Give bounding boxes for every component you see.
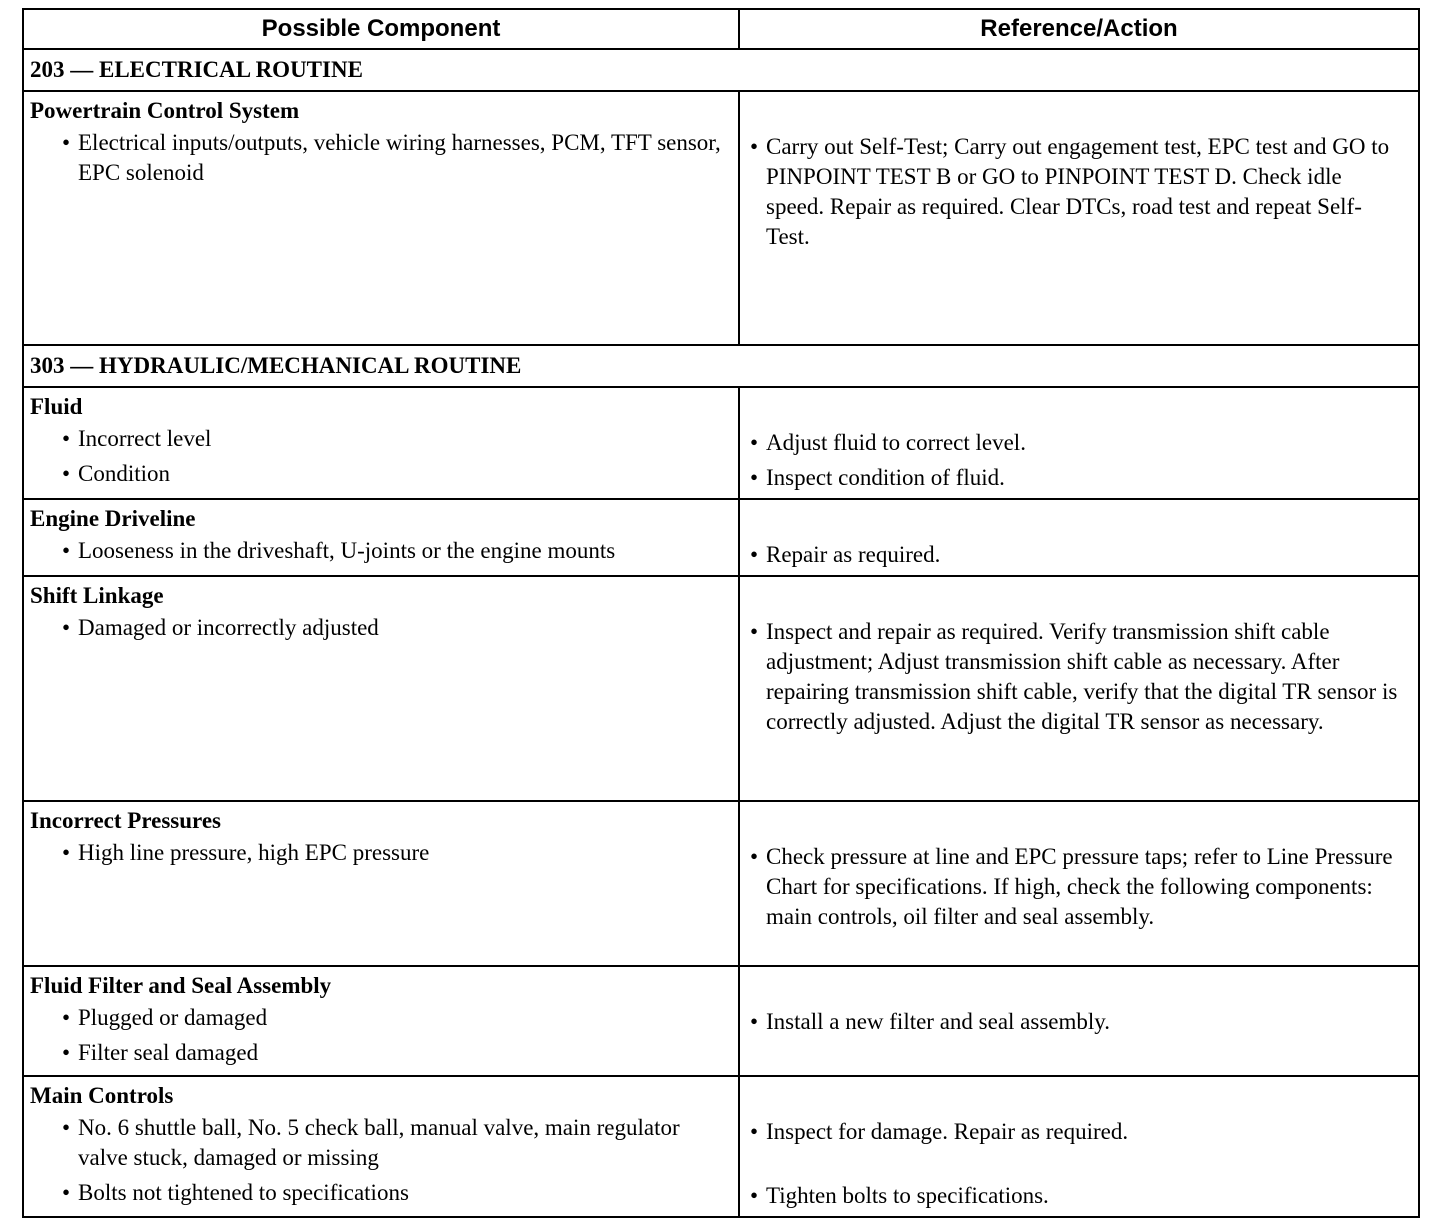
column-header-component: Possible Component — [23, 9, 739, 49]
component-cell — [23, 387, 739, 499]
table-row — [23, 387, 1419, 499]
component-cell — [23, 801, 739, 966]
list-item: • High line pressure, high EPC pressure — [62, 840, 430, 865]
category-title: Main Controls — [30, 1083, 174, 1108]
list-item: • Tighten bolts to specifications. — [750, 1183, 1049, 1208]
list-item: • Condition — [62, 461, 171, 486]
category-title: Shift Linkage — [30, 583, 164, 608]
list-item: • Adjust fluid to correct level. — [750, 430, 1026, 455]
action-cell — [739, 576, 1419, 801]
action-cell — [739, 499, 1419, 576]
table-row — [23, 576, 1419, 801]
action-cell — [739, 801, 1419, 966]
category-title: Incorrect Pressures — [30, 808, 221, 833]
category-title: Fluid Filter and Seal Assembly — [30, 973, 332, 998]
section-title: 303 — HYDRAULIC/MECHANICAL ROUTINE — [23, 345, 1419, 387]
diagnosis-table — [22, 8, 1420, 1218]
section-header-row — [23, 49, 1419, 91]
table-row — [23, 801, 1419, 966]
table-header-row — [23, 9, 1419, 49]
list-item: • Inspect condition of fluid. — [750, 465, 1005, 490]
list-item: • Looseness in the driveshaft, U-joints or the engine mounts — [62, 538, 616, 563]
list-item: • Check pressure at line and EPC pressure taps; refer to Line Pressure Chart for specifications. If high, check the following components: main controls, oil filter and seal assembly. — [750, 844, 1393, 929]
action-cell — [739, 1076, 1419, 1217]
category-title: Engine Driveline — [30, 506, 196, 531]
list-item: • No. 6 shuttle ball, No. 5 check ball, manual valve, main regulator valve stuck, damaged or missing — [62, 1115, 680, 1170]
section-header-row — [23, 345, 1419, 387]
action-cell — [739, 387, 1419, 499]
category-title: Powertrain Control System — [30, 98, 300, 123]
list-item: • Electrical inputs/outputs, vehicle wiring harnesses, PCM, TFT sensor, EPC solenoid — [62, 130, 721, 185]
list-item: • Install a new filter and seal assembly. — [750, 1009, 1111, 1034]
list-item: • Bolts not tightened to specifications — [62, 1180, 409, 1205]
section-title: 203 — ELECTRICAL ROUTINE — [23, 49, 1419, 91]
list-item: • Plugged or damaged — [62, 1005, 268, 1030]
component-cell — [23, 966, 739, 1076]
action-cell — [739, 91, 1419, 345]
table-row — [23, 966, 1419, 1076]
list-item: • Inspect for damage. Repair as required. — [750, 1119, 1129, 1144]
list-item: • Inspect and repair as required. Verify transmission shift cable adjustment; Adjust transmission shift cable as necessary. After repairing transmission shift cable, verify that the digital TR sensor is correctly adjusted. Adjust the digital TR sensor as necessary. — [750, 619, 1398, 734]
table-row — [23, 1076, 1419, 1217]
category-title: Fluid — [30, 394, 83, 419]
column-header-action: Reference/Action — [739, 9, 1419, 49]
list-item: • Repair as required. — [750, 542, 941, 567]
list-item: • Incorrect level — [62, 426, 212, 451]
table-row — [23, 499, 1419, 576]
list-item: • Filter seal damaged — [62, 1040, 259, 1065]
component-cell — [23, 499, 739, 576]
action-cell — [739, 966, 1419, 1076]
component-cell — [23, 91, 739, 345]
component-cell — [23, 1076, 739, 1217]
list-item: • Carry out Self-Test; Carry out engagement test, EPC test and GO to PINPOINT TEST B or GO to PINPOINT TEST D. Check idle speed. Repair as required. Clear DTCs, road test and repeat Self-Test. — [750, 134, 1390, 249]
component-cell — [23, 576, 739, 801]
table-row — [23, 91, 1419, 345]
list-item: • Damaged or incorrectly adjusted — [62, 615, 379, 640]
